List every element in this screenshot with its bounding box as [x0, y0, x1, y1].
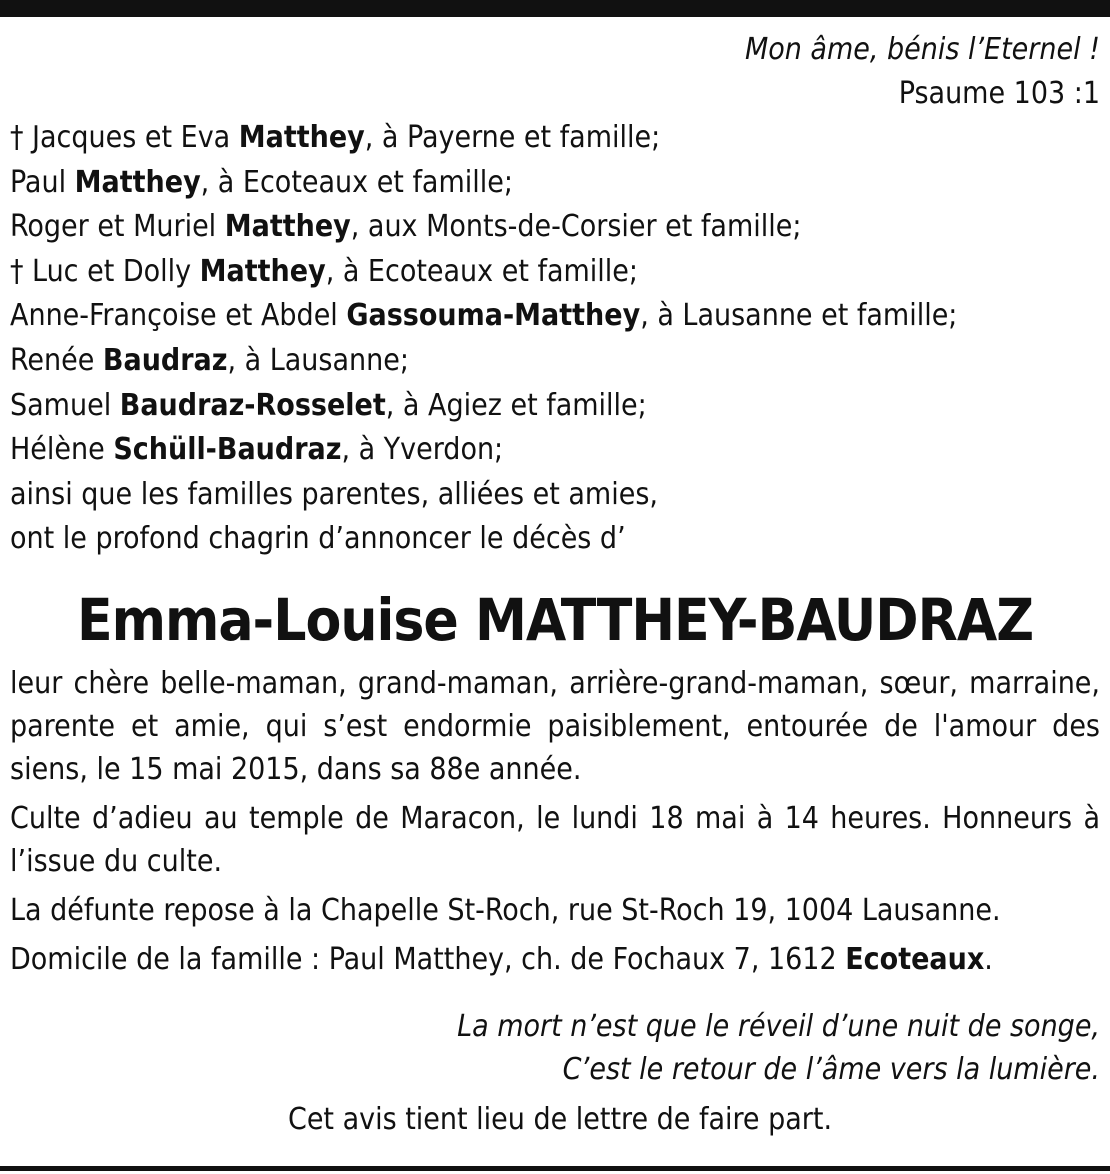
- family-surname: Gassouma-Matthey: [346, 298, 641, 334]
- family-line: [10, 250, 1100, 295]
- family-line-prefix: Samuel: [10, 387, 120, 423]
- family-line: [10, 294, 1100, 339]
- family-surname: Schüll-Baudraz: [113, 432, 342, 468]
- family-line-suffix: , à Yverdon;: [341, 432, 504, 468]
- family-surname: Matthey: [199, 253, 326, 289]
- domicile-period: .: [984, 941, 993, 977]
- notice-line: Cet avis tient lieu de lettre de faire part.: [287, 1101, 833, 1137]
- domicile-address: Domicile de la famille : Paul Matthey, ch. de Fochaux 7, 1612: [10, 941, 846, 977]
- family-line: [10, 384, 1100, 429]
- deceased-name: Emma-Louise MATTHEY-BAUDRAZ: [76, 585, 1034, 654]
- family-list: [10, 116, 1100, 562]
- closing-verse-line: C’est le retour de l’âme vers la lumière.: [562, 1051, 1100, 1087]
- family-line: [10, 161, 1100, 206]
- service-paragraph: Culte d’adieu au temple de Maracon, le lundi 18 mai à 14 heures. Honneurs à l’issue du culte.: [10, 800, 1100, 879]
- family-tail-line: ont le profond chagrin d’annoncer le décès d’: [10, 521, 626, 557]
- domicile-town: Ecoteaux: [845, 941, 985, 977]
- obituary-notice: [10, 28, 1100, 1140]
- bottom-rule: [0, 1166, 1110, 1171]
- family-surname: Baudraz: [102, 342, 228, 378]
- family-line-prefix: † Jacques et Eva: [10, 120, 239, 155]
- family-surname: Baudraz-Rosselet: [119, 387, 386, 423]
- rest-paragraph: La défunte repose à la Chapelle St-Roch, rue St-Roch 19, 1004 Lausanne.: [10, 892, 1001, 928]
- family-line-suffix: , à Lausanne;: [227, 342, 409, 378]
- family-surname: Matthey: [224, 209, 351, 245]
- family-line-prefix: Roger et Muriel: [10, 209, 225, 245]
- family-line: [10, 205, 1100, 250]
- family-surname: Matthey: [74, 164, 201, 200]
- family-line-prefix: † Luc et Dolly: [10, 253, 200, 289]
- description-paragraph: leur chère belle-maman, grand-maman, arrière-grand-maman, sœur, marraine, parente et amie, qui s’est endormie paisiblement, entourée de l'amour des siens, le 15 mai 2015, dans sa 88e année.: [10, 665, 1100, 787]
- family-line-prefix: Paul: [10, 164, 75, 200]
- family-surname: Matthey: [238, 120, 365, 155]
- epigraph-verse: Mon âme, bénis l’Eternel !: [744, 32, 1100, 67]
- family-line-suffix: , à Lausanne et famille;: [640, 298, 958, 334]
- family-line-suffix: , aux Monts-de-Corsier et famille;: [350, 209, 802, 245]
- domicile-paragraph: [10, 938, 1100, 981]
- family-line-prefix: Anne-Françoise et Abdel: [10, 298, 347, 334]
- top-rule: [0, 0, 1110, 17]
- epigraph-reference: Psaume 103 :1: [898, 76, 1100, 111]
- family-line-suffix: , à Ecoteaux et famille;: [325, 253, 638, 289]
- family-tail-line: ainsi que les familles parentes, alliées et amies,: [10, 476, 658, 512]
- family-line: [10, 339, 1100, 384]
- family-line-suffix: , à Ecoteaux et famille;: [200, 164, 513, 200]
- family-line: [10, 116, 1100, 161]
- family-line-suffix: , à Payerne et famille;: [364, 120, 661, 155]
- epigraph: [10, 28, 1100, 116]
- closing-verse-line: La mort n’est que le réveil d’une nuit de songe,: [457, 1008, 1100, 1044]
- family-line-suffix: , à Agiez et famille;: [385, 387, 647, 423]
- family-line: [10, 428, 1100, 473]
- family-line-prefix: Renée: [10, 342, 103, 378]
- closing-verse: [10, 1005, 1100, 1091]
- family-line-prefix: Hélène: [10, 432, 114, 468]
